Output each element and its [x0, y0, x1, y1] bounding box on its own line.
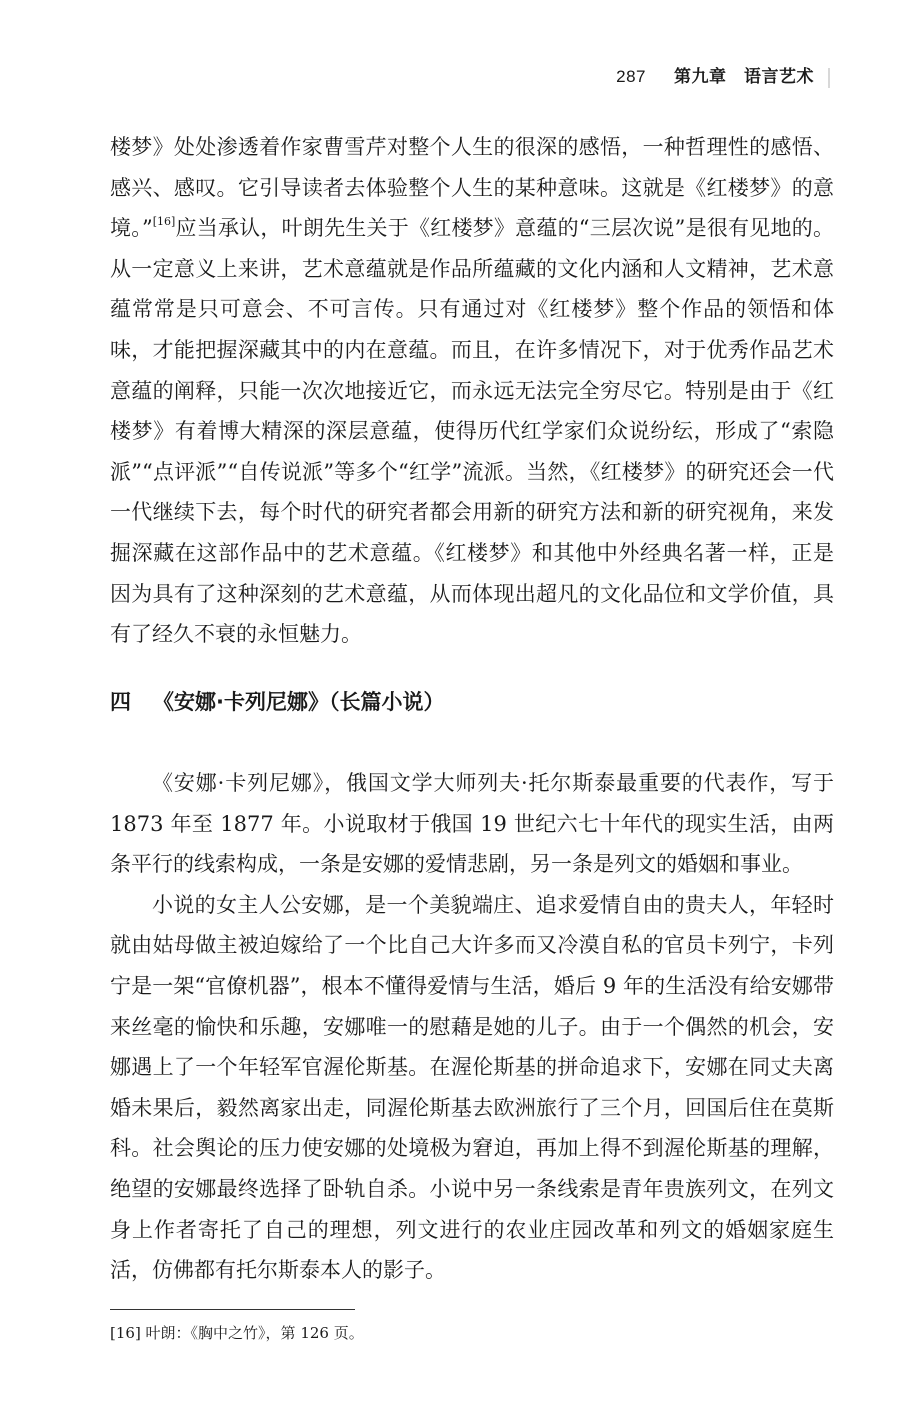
paragraph-text-before-ref: 楼梦》处处渗透着作家曹雪芹对整个人生的很深的感悟，一种哲理性的感悟、感兴、感叹。它引导读者去体验整个人生的某种意味。这就是《红楼梦》的意境。” — [110, 135, 834, 241]
body-text-top — [110, 127, 834, 655]
section-number: 四 — [110, 690, 131, 714]
section-title-text: 《安娜·卡列尼娜》（长篇小说） — [153, 690, 445, 714]
chapter-title: 第九章 语言艺术 — [674, 67, 814, 87]
footnote-divider — [110, 1309, 355, 1310]
page-number: 287 — [616, 67, 646, 86]
running-header — [616, 62, 830, 88]
body-text-section — [110, 763, 834, 1291]
section-heading — [110, 686, 444, 716]
footnote-reference[interactable]: [16] — [152, 215, 176, 229]
paragraph: 《安娜·卡列尼娜》，俄国文学大师列夫·托尔斯泰最重要的代表作，写于 1873 年至 1877 年。小说取材于俄国 19 世纪六七十年代的现实生活，由两条平行的线索构成，一条是安娜的爱情悲剧，另一条是列文的婚姻和事业。 — [110, 771, 834, 877]
footnote: [16] 叶朗：《胸中之竹》，第 126 页。 — [110, 1324, 364, 1342]
paragraph-continued — [110, 127, 834, 655]
header-edge-mark — [828, 68, 830, 88]
paragraph: 小说的女主人公安娜，是一个美貌端庄、追求爱情自由的贵夫人，年轻时就由姑母做主被迫嫁给了一个比自己大许多而又冷漠自私的官员卡列宁，卡列宁是一架“官僚机器”，根本不懂得爱情与生活，婚后 9 年的生活没有给安娜带来丝毫的愉快和乐趣，安娜唯一的慰藉是她的儿子。由于一个偶然的机会，安娜遇上了一个年轻军官渥伦斯基。在渥伦斯基的拼命追求下，安娜在同丈夫离婚未果后，毅然离家出走，同渥伦斯基去欧洲旅行了三个月，回国后住在莫斯科。社会舆论的压力使安娜的处境极为窘迫，再加上得不到渥伦斯基的理解，绝望的安娜最终选择了卧轨自杀。小说中另一条线索是青年贵族列文，在列文身上作者寄托了自己的理想，列文进行的农业庄园改革和列文的婚姻家庭生活，仿佛都有托尔斯泰本人的影子。 — [110, 892, 834, 1283]
paragraph-text-after-ref: 应当承认，叶朗先生关于《红楼梦》意蕴的“三层次说”是很有见地的。从一定意义上来讲，艺术意蕴就是作品所蕴藏的文化内涵和人文精神，艺术意蕴常常是只可意会、不可言传。只有通过对《红楼梦》整个作品的领悟和体味，才能把握深藏其中的内在意蕴。而且，在许多情况下，对于优秀作品艺术意蕴的阐释，只能一次次地接近它，而永远无法完全穷尽它。特别是由于《红楼梦》有着博大精深的深层意蕴，使得历代红学家们众说纷纭，形成了“索隐派”“点评派”“自传说派”等多个“红学”流派。当然，《红楼梦》的研究还会一代一代继续下去，每个时代的研究者都会用新的研究方法和新的研究视角，来发掘深藏在这部作品中的艺术意蕴。《红楼梦》和其他中外经典名著一样，正是因为具有了这种深刻的艺术意蕴，从而体现出超凡的文化品位和文学价值，具有了经久不衰的永恒魅力。 — [110, 216, 834, 647]
